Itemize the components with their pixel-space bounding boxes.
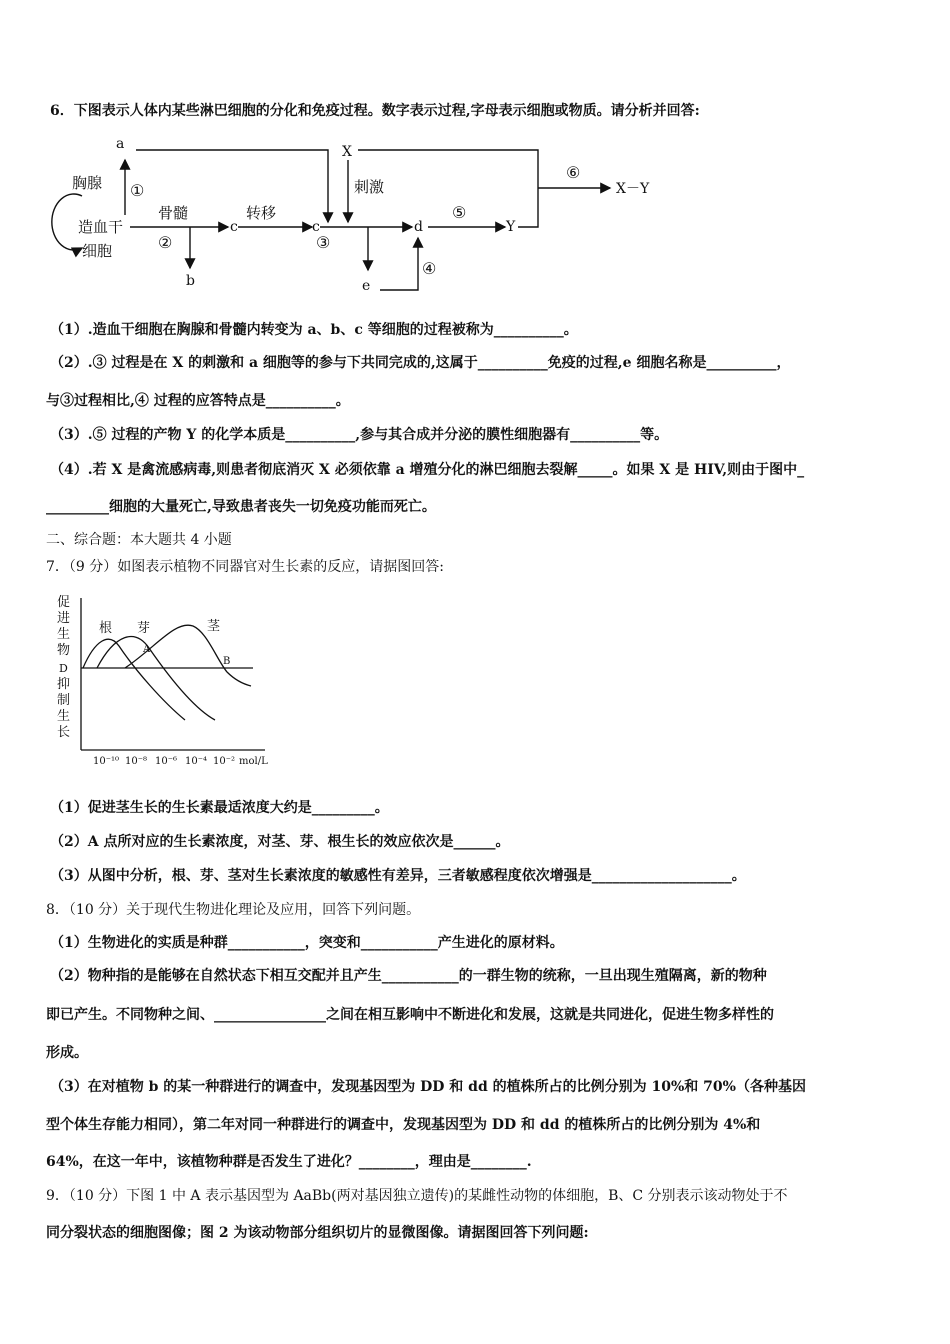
q6-intro: 6．下图表示人体内某些淋巴细胞的分化和免疫过程。数字表示过程,字母表示细胞或物质。请分析并回答: <box>50 103 700 119</box>
label-X: X <box>342 144 352 160</box>
q7-3: （3）从图中分析，根、芽、茎对生长素浓度的敏感性有差异，三者敏感程度依次增强是____________________。 <box>50 868 746 884</box>
bud-curve <box>97 637 215 720</box>
q6-4a: （4）.若 X 是禽流感病毒,则患者彻底消灭 X 必须依靠 a 增殖分化的淋巴细胞去裂解_____。如果 X 是 HIV,则由于图中_ <box>50 462 805 478</box>
label-stem-cell-2: 细胞 <box>82 242 113 260</box>
label-c2: c <box>312 219 320 235</box>
label-step-2: ② <box>158 233 173 252</box>
curve-label-root: 根 <box>99 621 113 636</box>
label-transfer: 转移 <box>246 204 277 222</box>
tick-4: 10⁻⁴ <box>185 756 208 767</box>
svg-text:生: 生 <box>57 627 71 642</box>
root-curve <box>83 639 185 720</box>
svg-text:长: 长 <box>57 725 71 740</box>
q6-2b: 与③过程相比,④ 过程的应答特点是__________。 <box>46 393 350 409</box>
label-c1: c <box>230 219 238 235</box>
label-e: e <box>362 278 371 294</box>
q8-2a: （2）物种指的是能够在自然状态下相互交配并且产生___________的一群生物的统称，一旦出现生殖隔离，新的物种 <box>50 968 767 984</box>
svg-text:促: 促 <box>57 595 71 610</box>
svg-text:D: D <box>59 662 68 675</box>
svg-text:制: 制 <box>57 693 71 708</box>
q8-3b: 型个体生存能力相同），第二年对同一种群进行的调查中，发现基因型为 DD 和 dd 的植株所占的比例分别为 4%和 <box>46 1117 761 1133</box>
label-a: a <box>116 136 125 152</box>
label-stem-cell: 造血干 <box>78 218 124 236</box>
label-step-1: ① <box>130 181 145 200</box>
label-X-Y: X－Y <box>616 181 650 197</box>
y-axis-label <box>57 595 70 740</box>
label-thymus: 胸腺 <box>72 174 103 192</box>
label-marrow: 骨髓 <box>158 204 189 222</box>
auxin-response-graph <box>45 590 285 770</box>
q8-intro: 8．（10 分）关于现代生物进化理论及应用，回答下列问题。 <box>46 902 421 918</box>
tick-1: 10⁻¹⁰ <box>93 756 120 767</box>
q8-3a: （3）在对植物 b 的某一种群进行的调查中，发现基因型为 DD 和 dd 的植株所占的比例分别为 10%和 70%（各种基因 <box>50 1079 806 1095</box>
svg-text:抑: 抑 <box>57 677 71 692</box>
label-b: b <box>186 273 195 289</box>
immune-process-diagram <box>50 130 670 300</box>
q8-3c: 64%，在这一年中，该植物种群是否发生了进化？________，理由是________. <box>46 1154 532 1170</box>
q9-intro-a: 9．（10 分）下图 1 中 A 表示基因型为 AaBb(两对基因独立遗传)的某雌性动物的体细胞，B、C 分别表示该动物处于不 <box>46 1188 788 1204</box>
tick-2: 10⁻⁸ <box>125 756 148 767</box>
q8-2b: 即已产生。不同物种之间、________________之间在相互影响中不断进化和发展，这就是共同进化，促进生物多样性的 <box>46 1007 774 1023</box>
q6-4b: _________细胞的大量死亡,导致患者丧失一切免疫功能而死亡。 <box>46 499 436 515</box>
svg-text:物: 物 <box>57 643 71 658</box>
label-step-4: ④ <box>422 259 437 278</box>
q7-2: （2）A 点所对应的生长素浓度，对茎、芽、根生长的效应依次是______。 <box>50 834 510 850</box>
label-step-6: ⑥ <box>566 163 581 182</box>
section-2-heading: 二、综合题：本大题共 4 小题 <box>46 532 232 548</box>
q6-1: （1）.造血干细胞在胸腺和骨髓内转变为 a、b、c 等细胞的过程被称为__________。 <box>50 322 578 338</box>
curve-label-bud: 芽 <box>137 621 151 636</box>
label-stimulus: 刺激 <box>354 178 385 196</box>
q8-1: （1）生物进化的实质是种群___________，突变和___________产生进化的原材料。 <box>50 935 564 951</box>
tick-3: 10⁻⁶ <box>155 756 178 767</box>
point-A: A <box>143 644 151 655</box>
unit-label: mol/L <box>239 756 268 767</box>
label-step-5: ⑤ <box>452 203 467 222</box>
label-Y: Y <box>506 219 516 235</box>
label-step-3: ③ <box>316 233 331 252</box>
q9-intro-b: 同分裂状态的细胞图像；图 2 为该动物部分组织切片的显微图像。请据图回答下列问题: <box>46 1225 589 1241</box>
q7-intro: 7．（9 分）如图表示植物不同器官对生长素的反应，请据图回答: <box>46 559 444 575</box>
q7-1: （1）促进茎生长的生长素最适浓度大约是_________。 <box>50 800 389 816</box>
curve-label-stem: 茎 <box>207 619 221 634</box>
q6-3: （3）.⑤ 过程的产物 Y 的化学本质是__________,参与其合成并分泌的膜性细胞器有__________等。 <box>50 427 669 443</box>
q6-2a: （2）.③ 过程是在 X 的刺激和 a 细胞等的参与下共同完成的,这属于__________免疫的过程,e 细胞名称是__________， <box>50 355 791 371</box>
point-B: B <box>223 656 231 667</box>
svg-text:生: 生 <box>57 709 71 724</box>
tick-5: 10⁻² <box>213 756 236 767</box>
svg-text:进: 进 <box>57 611 71 626</box>
label-d: d <box>414 219 423 235</box>
q8-2c: 形成。 <box>46 1045 88 1061</box>
